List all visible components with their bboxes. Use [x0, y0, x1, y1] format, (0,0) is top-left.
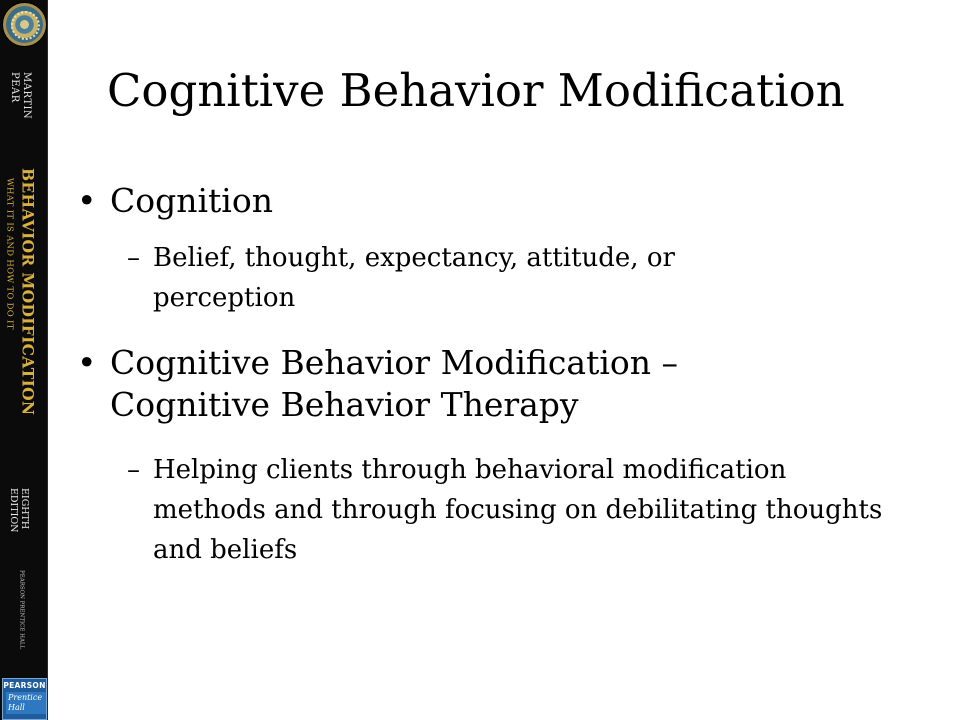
bullet-text: Cognitive Behavior Modification – Cognitive Behavior Therapy — [110, 343, 678, 424]
bullet-dot-icon: • — [77, 343, 97, 382]
slide-content — [47, 0, 960, 720]
slide-title: Cognitive Behavior Modification — [107, 64, 845, 117]
spine-edition: EIGHTH EDITION — [8, 488, 30, 533]
spine-publisher-line: PEARSON PRENTICE HALL — [18, 570, 25, 650]
sub-bullet-text: Helping clients through behavioral modification methods and through focusing on debilitating thoughts and beliefs — [153, 455, 883, 565]
spine-book-subtitle: WHAT IT IS AND HOW TO DO IT — [4, 178, 15, 330]
spine-authors: MARTIN PEAR — [9, 72, 32, 120]
bullet-text: Cognition — [110, 181, 273, 220]
book-cover-emblem-icon — [2, 2, 47, 47]
book-spine-sidebar — [0, 0, 48, 720]
bullet-dot-icon: • — [77, 181, 97, 220]
publisher-logo-top: PEARSON — [3, 681, 46, 690]
sub-bullet-text: Belief, thought, expectancy, attitude, or perception — [153, 243, 675, 313]
dash-icon: – — [127, 243, 140, 273]
publisher-logo-bottom: Prentice Hall — [6, 692, 46, 714]
dash-icon: – — [127, 455, 140, 485]
spine-book-title: BEHAVIOR MODIFICATION — [18, 168, 38, 416]
publisher-logo — [2, 678, 47, 720]
